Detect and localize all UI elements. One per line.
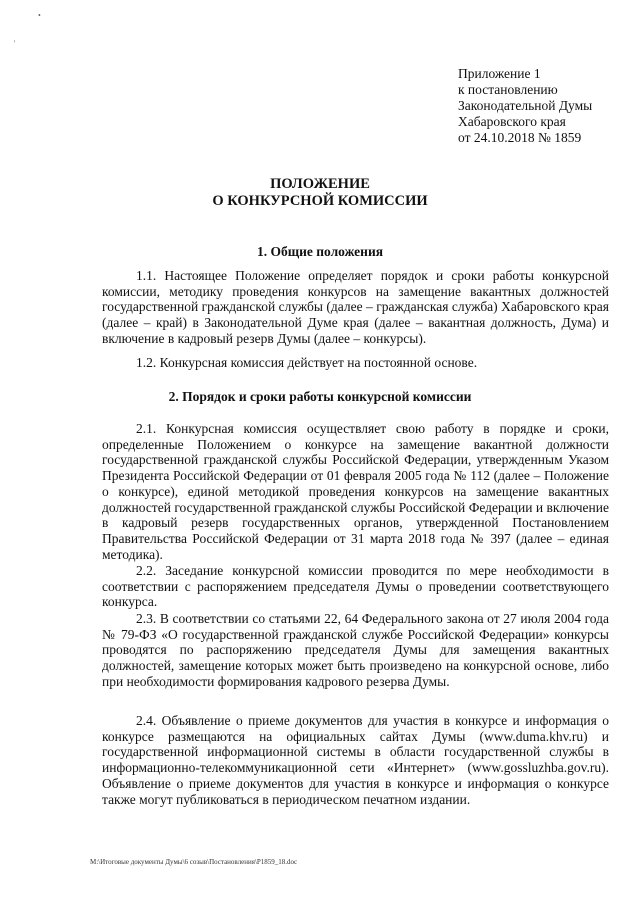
paragraph-1-1: 1.1. Настоящее Положение определяет порядок и сроки работы конкурсной комиссии, методику проведения конкурсов на замещение вакантных должностей государственной гражданской службы (далее – гражданская служба) Хабаровского края (далее – край) в Законодательной Думе края (далее – вакантная должность, Дума) и включение в кадровый резерв Думы (далее – конкурсы). (102, 268, 609, 346)
paragraph-1-2: 1.2. Конкурсная комиссия действует на постоянной основе. (136, 355, 478, 370)
paragraph-2-2: 2.2. Заседание конкурсной комиссии проводится по мере необходимости в соответствии с распоряжением председателя Думы о проведении соответствующего конкурса. (102, 563, 609, 610)
paragraph-2-1: 2.1. Конкурсная комиссия осуществляет свою работу в порядке и сроки, определенные Положением о конкурсе на замещение вакантной должности государственной гражданской службы Российской Федерации, утвержденным Указом Президента Российской Федерации от 01 февраля 2005 года № 112 (далее – Положение о конкурсе), единой методикой проведения конкурсов на замещение вакантных должностей государственной гражданской службы Российской Федерации и включение в кадровый резерв государственных органов, утвержденной Постановлением Правительства Российской Федерации от 31 марта 2018 года № 397 (далее – единая методика). (102, 421, 609, 562)
scan-speck: • (38, 11, 41, 20)
paragraph-2-4: 2.4. Объявление о приеме документов для участия в конкурсе и информация о конкурсе размещаются на официальных сайтах Думы (www.duma.khv.ru) и государственной информационной системы в области государственной службы в информационно-телекоммуникационной сети «Интернет» (www.gossluzhba.gov.ru). Объявление о приеме документов для участия в конкурсе и информация о конкурсе также могут публиковаться в периодическом печатном издании. (102, 713, 609, 807)
file-path-footer: М:\Итоговые документы Думы\6 созыв\Постановления\Р1859_18.doc (90, 858, 298, 866)
appendix-line: Приложение 1 (458, 66, 541, 81)
appendix-block (458, 66, 628, 146)
appendix-line: от 24.10.2018 № 1859 (458, 130, 582, 145)
paragraph-2-3: 2.3. В соответствии со статьями 22, 64 Федерального закона от 27 июля 2004 года № 79-ФЗ «О государственной гражданской службе Российской Федерации» конкурсы проводятся по распоряжению председателя Думы для замещения вакантных должностей, замещение которых может быть произведено на конкурсной основе, либо при необходимости формирования кадрового резерва Думы. (102, 611, 609, 689)
appendix-line: Законодательной Думы (458, 98, 593, 113)
section-2-heading: 2. Порядок и сроки работы конкурсной комиссии (168, 389, 472, 404)
appendix-line: Хабаровского края (458, 114, 566, 129)
document-title: ПОЛОЖЕНИЕ (270, 176, 370, 192)
appendix-line: к постановлению (458, 82, 558, 97)
section-1-heading: 1. Общие положения (256, 244, 384, 259)
document-subtitle: О КОНКУРСНОЙ КОМИССИИ (212, 193, 428, 209)
scan-speck: ' (14, 39, 16, 48)
